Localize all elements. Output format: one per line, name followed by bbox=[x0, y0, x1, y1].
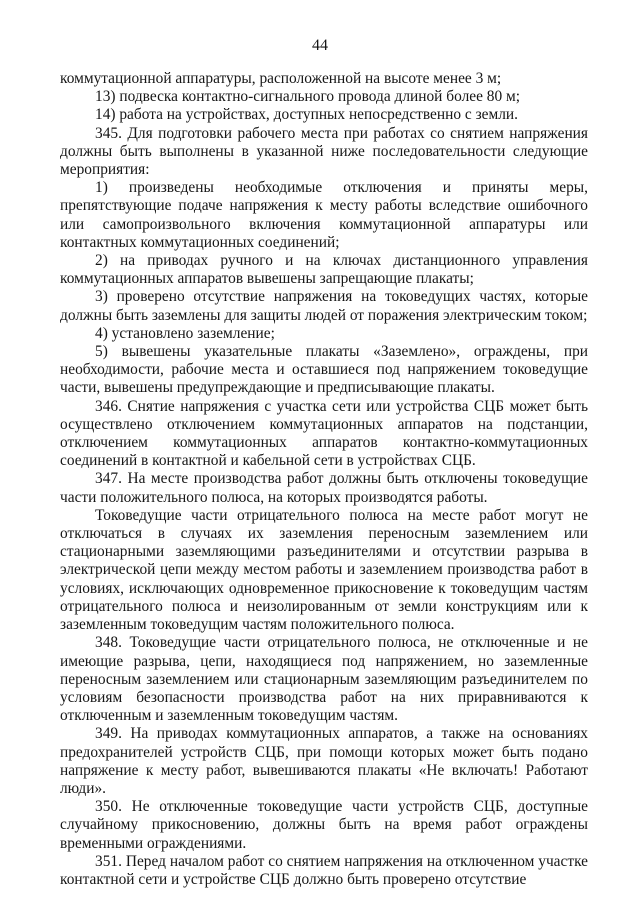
measure-1: 1) произведены необходимые отключения и приняты меры, препятствующие подаче напряжения к месту работы вследствие ошибочного или самопроизвольного включения коммутационной аппаратуры или контактных коммутационных соединений; bbox=[60, 179, 588, 251]
clause-347: 347. На месте производства работ должны быть отключены токоведущие части положительного полюса, на которых производятся работы. bbox=[60, 470, 588, 506]
clause-345: 345. Для подготовки рабочего места при работах со снятием напряжения должны быть выполнены в указанной ниже последовательности следующие мероприятия: bbox=[60, 124, 588, 179]
clause-351: 351. Перед началом работ со снятием напряжения на отключенном участке контактной сети и устройстве СЦБ должно быть проверено отсутствие bbox=[60, 852, 588, 888]
clause-350: 350. Не отключенные токоведущие части устройств СЦБ, доступные случайному прикосновению, должны быть на время работ ограждены временными ограждениями. bbox=[60, 798, 588, 852]
clause-347-continuation: Токоведущие части отрицательного полюса на месте работ могут не отключаться в случаях их заземления переносным заземлением или стационарными заземляющими разъединителями и отсутствии разрыва в электрической цепи между местом работы и заземлением производства работ в условиях, исключающих одновременное прикосновение к токоведущим частям отрицательного полюса и неизолированным от земли конструкциям или к заземленным токоведущим частям положительного полюса. bbox=[60, 506, 588, 634]
clause-348: 348. Токоведущие части отрицательного полюса, не отключенные и не имеющие разрыва, цепи, находящиеся под напряжением, но заземленные переносным заземлением или стационарным заземляющим разъединителем по условиям безопасности производства работ на них приравниваются к отключенным и заземленным токоведущим частям. bbox=[60, 634, 588, 725]
document-body bbox=[60, 70, 588, 889]
page-number: 44 bbox=[312, 37, 328, 54]
measure-3: 3) проверено отсутствие напряжения на токоведущих частях, которые должны быть заземлены для защиты людей от поражения электрическим током; bbox=[60, 288, 588, 324]
list-item-14: 14) работа на устройствах, доступных непосредственно с земли. bbox=[95, 106, 518, 124]
measure-4: 4) установлено заземление; bbox=[95, 324, 275, 342]
list-item-13: 13) подвеска контактно-сигнального провода длиной более 80 м; bbox=[95, 88, 521, 106]
clause-346: 346. Снятие напряжения с участка сети или устройства СЦБ может быть осуществлено отключением коммутационных аппаратов на подстанции, отключением коммутационных аппаратов контактно-коммутационных соединений в контактной и кабельной сети в устройствах СЦБ. bbox=[60, 397, 588, 470]
measure-5: 5) вывешены указательные плакаты «Заземлено», ограждены, при необходимости, рабочие места и оставшиеся под напряжением токоведущие части, вывешены предупреждающие и предписывающие плакаты. bbox=[60, 343, 588, 397]
clause-349: 349. На приводах коммутационных аппаратов, а также на основаниях предохранителей устройств СЦБ, при помощи которых может быть подано напряжение к месту работ, вывешиваются плакаты «Не включать! Работают люди». bbox=[60, 725, 588, 797]
paragraph-continuation: коммутационной аппаратуры, расположенной на высоте менее 3 м; bbox=[60, 70, 502, 87]
measure-2: 2) на приводах ручного и на ключах дистанционного управления коммутационных аппаратов вывешены запрещающие плакаты; bbox=[60, 252, 588, 288]
